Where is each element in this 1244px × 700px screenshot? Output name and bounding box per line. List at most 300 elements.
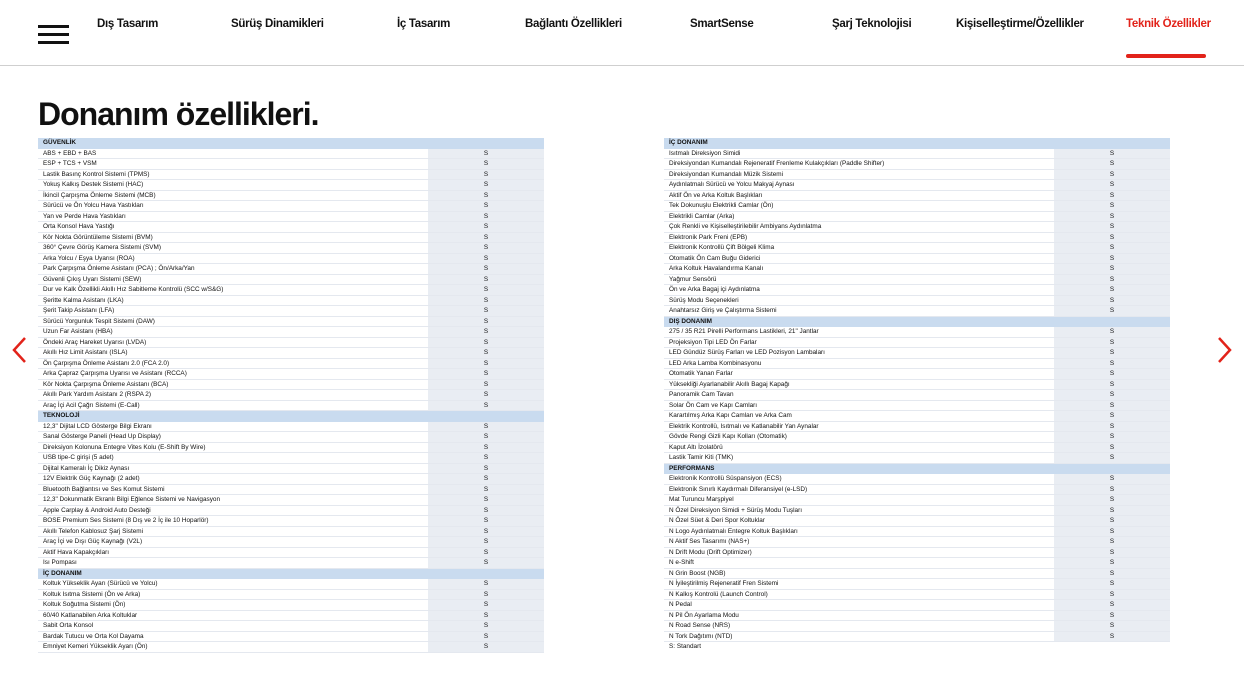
feature-label: Anahtarsız Giriş ve Çalıştırma Sistemi <box>669 307 777 314</box>
feature-label: Araç İçi Acil Çağrı Sistemi (E-Call) <box>43 401 140 409</box>
nav-item-kisisellestirme[interactable]: Kişiselleştirme/Özellikler <box>956 18 1084 30</box>
feature-value: S <box>1054 579 1170 589</box>
section-title: DIŞ DONANIM <box>669 317 712 325</box>
feature-label: Kör Nokta Görüntüleme Sistemi (BVM) <box>43 233 153 241</box>
active-tab-indicator <box>1126 54 1206 58</box>
feature-label: N Logo Aydınlatmalı Entegre Koltuk Başlıkları <box>669 527 798 535</box>
table-row <box>664 506 1170 517</box>
table-row <box>38 506 544 517</box>
feature-label: Yüksekliği Ayarlanabilir Akıllı Bagaj Kapağı <box>669 380 790 388</box>
table-row <box>38 422 544 433</box>
chevron-left-icon[interactable] <box>9 336 31 364</box>
feature-label: Dijital Kameralı İç Dikiz Aynası <box>43 464 130 472</box>
feature-value: S <box>1054 254 1170 264</box>
feature-value: S <box>428 401 544 411</box>
table-row <box>38 621 544 632</box>
feature-label: Yan ve Perde Hava Yastıkları <box>43 212 126 220</box>
feature-label: N Tork Dağıtımı (NTD) <box>669 632 733 640</box>
feature-value: S <box>1054 243 1170 253</box>
feature-value: S <box>1054 369 1170 379</box>
feature-label: Elektronik Kontrollü Çift Bölgeli Klima <box>669 244 775 251</box>
feature-value: S <box>428 527 544 537</box>
feature-label: Aydınlatmalı Sürücü ve Yolcu Makyaj Aynası <box>669 181 795 188</box>
feature-label: Kör Nokta Çarpışma Önleme Asistanı (BCA) <box>43 380 169 388</box>
table-row <box>38 611 544 622</box>
table-row <box>38 369 544 380</box>
feature-value: S <box>428 191 544 201</box>
feature-value: S <box>428 254 544 264</box>
feature-value: S <box>1054 527 1170 537</box>
feature-value: S <box>428 159 544 169</box>
feature-value: S <box>428 369 544 379</box>
feature-label: N e-Shift <box>669 559 694 566</box>
table-row <box>38 348 544 359</box>
feature-value: S <box>428 558 544 568</box>
feature-value: S <box>1054 380 1170 390</box>
table-row <box>664 621 1170 632</box>
feature-value: S <box>1054 233 1170 243</box>
feature-value: S <box>1054 411 1170 421</box>
table-row <box>664 527 1170 538</box>
table-row <box>38 527 544 538</box>
section-header <box>38 569 544 580</box>
feature-value: S <box>428 390 544 400</box>
feature-label: Sürücü ve Ön Yolcu Hava Yastıkları <box>43 202 144 209</box>
section-title: GÜVENLİK <box>43 139 77 146</box>
feature-label: Sürüş Modu Seçenekleri <box>669 296 739 304</box>
feature-value: S <box>1054 443 1170 453</box>
table-row <box>38 275 544 286</box>
table-row <box>664 359 1170 370</box>
feature-value: S <box>428 474 544 484</box>
table-row <box>664 201 1170 212</box>
feature-label: Ön Çarpışma Önleme Asistanı 2.0 (FCA 2.0) <box>43 359 170 367</box>
table-row <box>664 306 1170 317</box>
feature-value: S <box>1054 191 1170 201</box>
feature-label: LED Gündüz Sürüş Farları ve LED Pozisyon Lambaları <box>669 349 825 356</box>
feature-label: Aktif Hava Kapakçıkları <box>43 548 110 556</box>
feature-value: S <box>428 317 544 327</box>
feature-label: Park Çarpışma Önleme Asistanı (PCA) ; Ön/Arka/Yan <box>43 265 195 272</box>
table-row <box>664 579 1170 590</box>
feature-value: S <box>428 149 544 159</box>
feature-value: S <box>428 516 544 526</box>
feature-label: Aktif Ön ve Arka Koltuk Başlıkları <box>669 191 763 199</box>
feature-value: S <box>428 233 544 243</box>
feature-value: S <box>1054 306 1170 316</box>
table-row <box>38 401 544 412</box>
table-row <box>664 390 1170 401</box>
table-row <box>664 600 1170 611</box>
feature-value: S <box>428 180 544 190</box>
feature-value: S <box>428 537 544 547</box>
table-row <box>664 327 1170 338</box>
table-row <box>664 233 1170 244</box>
feature-label: Akıllı Hız Limit Asistanı (ISLA) <box>43 349 128 356</box>
section-title: İÇ DONANIM <box>43 569 82 577</box>
feature-value: S <box>428 296 544 306</box>
feature-label: Orta Konsol Hava Yastığı <box>43 223 115 230</box>
feature-value: S <box>1054 474 1170 484</box>
feature-label: Elektrik Kontrollü, Isıtmalı ve Katlanabilir Yan Aynalar <box>669 422 819 430</box>
table-row <box>38 474 544 485</box>
feature-label: Direksiyondan Kumandalı Müzik Sistemi <box>669 170 784 178</box>
feature-label: Gövde Rengi Gizli Kapı Kolları (Otomatik) <box>669 433 787 440</box>
feature-label: 275 / 35 R21 Pirelli Performans Lastikleri, 21" Jantlar <box>669 328 819 335</box>
feature-label: Yokuş Kalkış Destek Sistemi (HAC) <box>43 181 144 188</box>
feature-value: S <box>428 495 544 505</box>
feature-value: S <box>1054 222 1170 232</box>
table-row <box>664 558 1170 569</box>
feature-label: Yağmur Sensörü <box>669 275 717 283</box>
feature-label: Çok Renkli ve Kişiselleştirilebilir Ambiyans Aydınlatma <box>669 223 822 230</box>
table-row <box>664 474 1170 485</box>
feature-value: S <box>428 380 544 390</box>
feature-label: Bardak Tutucu ve Orta Kol Dayama <box>43 632 144 640</box>
feature-label: Ön ve Arka Bagaj içi Aydınlatma <box>669 286 760 293</box>
table-row <box>38 317 544 328</box>
feature-value: S <box>1054 506 1170 516</box>
feature-label: Koltuk Isıtma Sistemi (Ön ve Arka) <box>43 590 141 598</box>
feature-value: S <box>428 201 544 211</box>
spec-table-right <box>664 138 1170 653</box>
feature-value: S <box>1054 401 1170 411</box>
feature-value: S <box>428 590 544 600</box>
feature-label: Mat Turuncu Marşpiyel <box>669 496 734 503</box>
feature-value: S <box>1054 212 1170 222</box>
table-row <box>38 327 544 338</box>
feature-value: S <box>428 338 544 348</box>
table-row <box>664 170 1170 181</box>
feature-label: Direksiyon Kolonuna Entegre Vites Kolu (E-Shift By Wire) <box>43 443 206 451</box>
table-row <box>38 285 544 296</box>
table-row <box>664 275 1170 286</box>
table-row <box>38 516 544 527</box>
feature-label: USB tipe-C girişi (5 adet) <box>43 454 114 461</box>
feature-label: Tek Dokunuşlu Elektrikli Camlar (Ön) <box>669 202 774 209</box>
feature-value: S <box>428 212 544 222</box>
chevron-right-icon[interactable] <box>1213 336 1235 364</box>
table-row <box>664 369 1170 380</box>
feature-label: Emniyet Kemeri Yükseklik Ayarı (Ön) <box>43 643 148 650</box>
table-row <box>38 558 544 569</box>
feature-value: S <box>428 170 544 180</box>
feature-value: S <box>1054 495 1170 505</box>
table-row <box>664 348 1170 359</box>
table-row <box>38 495 544 506</box>
feature-label: ESP + TCS + VSM <box>43 160 97 167</box>
table-row <box>38 222 544 233</box>
feature-label: 12,3" Dokunmatik Ekranlı Bilgi Eğlence Sistemi ve Navigasyon <box>43 496 221 503</box>
feature-value: S <box>1054 348 1170 358</box>
feature-value: S <box>428 464 544 474</box>
table-row <box>38 390 544 401</box>
table-row <box>664 191 1170 202</box>
feature-value: S <box>1054 621 1170 631</box>
feature-value: S <box>1054 558 1170 568</box>
feature-label: Projeksiyon Tipi LED Ön Farlar <box>669 338 757 346</box>
table-row <box>38 464 544 475</box>
table-row <box>38 537 544 548</box>
feature-label: 360° Çevre Görüş Kamera Sistemi (SVM) <box>43 244 161 251</box>
feature-value: S <box>1054 201 1170 211</box>
table-row <box>38 485 544 496</box>
table-row <box>38 548 544 559</box>
table-row <box>664 632 1170 643</box>
feature-value: S <box>1054 275 1170 285</box>
feature-label: Akıllı Telefon Kablosuz Şarj Sistemi <box>43 527 144 535</box>
feature-value: S <box>428 348 544 358</box>
feature-value: S <box>428 306 544 316</box>
feature-value: S <box>428 579 544 589</box>
nav-item-surus-dinamikleri[interactable]: Sürüş Dinamikleri <box>231 18 324 30</box>
table-row <box>664 422 1170 433</box>
nav-item-dis-tasarim[interactable]: Dış Tasarım <box>97 18 159 30</box>
table-row <box>664 443 1170 454</box>
section-title: İÇ DONANIM <box>669 139 708 146</box>
top-navigation <box>0 0 1244 66</box>
feature-value: S <box>428 621 544 631</box>
feature-label: 12,3" Dijital LCD Gösterge Bilgi Ekranı <box>43 422 152 430</box>
feature-label: Dur ve Kalk Özellikli Akıllı Hız Sabitleme Kontrolü (SCC w/S&G) <box>43 286 224 293</box>
feature-label: Solar Ön Cam ve Kapı Camları <box>669 401 758 409</box>
feature-label: Isı Pompası <box>43 559 77 566</box>
feature-label: N Kalkış Kontrolü (Launch Control) <box>669 590 768 598</box>
feature-value: S <box>428 432 544 442</box>
feature-label: Öndeki Araç Hareket Uyarısı (LVDA) <box>43 338 147 346</box>
feature-label: Isıtmalı Direksiyon Simidi <box>669 149 741 157</box>
table-row <box>664 432 1170 443</box>
feature-value: S <box>428 443 544 453</box>
hamburger-menu-icon[interactable] <box>38 25 69 45</box>
feature-label: N Drift Modu (Drift Optimizer) <box>669 548 752 556</box>
feature-label: Koltuk Yükseklik Ayarı (Sürücü ve Yolcu) <box>43 580 158 587</box>
feature-label: N Özel Süet & Deri Spor Koltuklar <box>669 517 765 524</box>
nav-item-smartsense[interactable]: SmartSense <box>690 18 754 30</box>
feature-value: S <box>1054 611 1170 621</box>
feature-label: 12V Elektrik Güç Kaynağı (2 adet) <box>43 475 140 482</box>
feature-label: N Pedal <box>669 601 692 608</box>
table-row <box>664 590 1170 601</box>
section-title: TEKNOLOJİ <box>43 412 80 419</box>
table-row <box>664 212 1170 223</box>
section-header <box>664 464 1170 475</box>
feature-value: S <box>428 359 544 369</box>
table-row <box>38 159 544 170</box>
table-row <box>664 254 1170 265</box>
table-row <box>664 149 1170 160</box>
feature-label: Apple Carplay & Android Auto Desteği <box>43 506 151 514</box>
feature-label: Sanal Gösterge Paneli (Head Up Display) <box>43 433 161 440</box>
feature-value: S <box>1054 285 1170 295</box>
feature-value: S <box>1054 516 1170 526</box>
feature-value: S <box>428 600 544 610</box>
feature-value: S <box>1054 600 1170 610</box>
feature-label: BOSE Premium Ses Sistemi (8 Dış ve 2 İç ile 10 Hoparlör) <box>43 517 209 524</box>
feature-value: S <box>1054 485 1170 495</box>
feature-value: S <box>1054 632 1170 642</box>
table-row <box>38 264 544 275</box>
feature-label: Karartılmış Arka Kapı Camları ve Arka Cam <box>669 412 792 419</box>
feature-value: S <box>428 611 544 621</box>
feature-value: S <box>1054 149 1170 159</box>
section-header <box>664 138 1170 149</box>
feature-value: S <box>1054 453 1170 463</box>
nav-item-ic-tasarim[interactable]: İç Tasarım <box>397 18 451 30</box>
feature-value: S <box>1054 296 1170 306</box>
table-row <box>38 180 544 191</box>
table-row <box>38 170 544 181</box>
table-row <box>38 443 544 454</box>
feature-value: S <box>1054 548 1170 558</box>
feature-value: S <box>428 453 544 463</box>
feature-value: S <box>428 285 544 295</box>
feature-value: S <box>1054 432 1170 442</box>
feature-value: S <box>1054 327 1170 337</box>
table-row <box>38 590 544 601</box>
table-row <box>38 632 544 643</box>
feature-value: S <box>1054 170 1170 180</box>
feature-value: S <box>428 506 544 516</box>
feature-value: S <box>1054 159 1170 169</box>
table-row <box>38 642 544 653</box>
feature-value: S <box>1054 422 1170 432</box>
feature-value: S <box>1054 180 1170 190</box>
feature-label: N Özel Direksiyon Simidi + Sürüş Modu Tuşları <box>669 506 803 514</box>
feature-value: S <box>428 642 544 652</box>
feature-value: S <box>428 548 544 558</box>
table-row <box>664 222 1170 233</box>
feature-label: Sürücü Yorgunluk Tespit Sistemi (DAW) <box>43 317 155 325</box>
feature-value: S <box>1054 338 1170 348</box>
table-row <box>664 296 1170 307</box>
feature-value: S <box>428 632 544 642</box>
table-row <box>664 243 1170 254</box>
feature-label: Otomatik Ön Cam Buğu Giderici <box>669 254 761 262</box>
feature-label: Arka Yolcu / Eşya Uyarısı (ROA) <box>43 254 135 262</box>
page-title: Donanım özellikleri. <box>38 96 319 132</box>
feature-value: S <box>1054 390 1170 400</box>
table-row <box>664 495 1170 506</box>
feature-value: S <box>428 275 544 285</box>
table-row <box>664 537 1170 548</box>
section-header <box>664 317 1170 328</box>
table-row <box>38 306 544 317</box>
footnote: S: Standart <box>669 643 701 650</box>
table-row <box>664 285 1170 296</box>
table-row <box>38 296 544 307</box>
table-row <box>38 201 544 212</box>
nav-item-baglanti-ozellikleri[interactable]: Bağlantı Özellikleri <box>525 18 622 30</box>
nav-item-teknik-ozellikler[interactable]: Teknik Özellikler <box>1126 18 1211 30</box>
table-row <box>664 380 1170 391</box>
feature-label: LED Arka Lamba Kombinasyonu <box>669 359 762 367</box>
feature-value: S <box>428 422 544 432</box>
feature-label: Elektrikli Camlar (Arka) <box>669 212 735 220</box>
feature-label: Sabit Orta Konsol <box>43 622 94 629</box>
table-row <box>664 411 1170 422</box>
feature-label: Koltuk Soğutma Sistemi (Ön) <box>43 601 126 608</box>
feature-value: S <box>428 222 544 232</box>
table-row <box>664 569 1170 580</box>
section-header <box>38 411 544 422</box>
table-row <box>664 611 1170 622</box>
feature-label: Şeritte Kalma Asistanı (LKA) <box>43 296 124 304</box>
table-row <box>38 212 544 223</box>
feature-value: S <box>428 327 544 337</box>
feature-value: S <box>1054 537 1170 547</box>
table-row <box>664 401 1170 412</box>
nav-item-sarj-teknolojisi[interactable]: Şarj Teknolojisi <box>832 18 912 30</box>
feature-value: S <box>1054 569 1170 579</box>
feature-label: Şerit Takip Asistanı (LFA) <box>43 307 115 314</box>
feature-label: Otomatik Yanan Farlar <box>669 370 733 377</box>
feature-label: Akıllı Park Yardım Asistanı 2 (RSPA 2) <box>43 391 151 398</box>
feature-value: S <box>1054 590 1170 600</box>
section-header <box>38 138 544 149</box>
feature-label: N Aktif Ses Tasarımı (NAS+) <box>669 538 750 545</box>
feature-label: N Road Sense (NRS) <box>669 622 731 629</box>
feature-label: ABS + EBD + BAS <box>43 149 97 157</box>
table-row <box>38 453 544 464</box>
feature-label: Direksiyondan Kumandalı Rejeneratif Frenleme Kulakçıkları (Paddle Shifter) <box>669 160 885 167</box>
table-row <box>664 516 1170 527</box>
table-row <box>38 432 544 443</box>
feature-label: Arka Çapraz Çarpışma Uyarısı ve Asistanı (RCCA) <box>43 370 187 377</box>
feature-label: Elektronik Sınırlı Kaydırmalı Diferansiyel (e-LSD) <box>669 485 808 493</box>
feature-label: Bluetooth Bağlantısı ve Ses Komut Sistemi <box>43 485 165 493</box>
table-row <box>38 579 544 590</box>
feature-label: Araç İçi ve Dışı Güç Kaynağı (V2L) <box>43 538 143 545</box>
table-row <box>38 191 544 202</box>
table-row <box>38 338 544 349</box>
feature-value: S <box>428 264 544 274</box>
table-row <box>664 159 1170 170</box>
table-row <box>38 233 544 244</box>
feature-label: Uzun Far Asistanı (HBA) <box>43 328 113 335</box>
feature-label: Lastik Tamir Kiti (TMK) <box>669 454 734 461</box>
feature-value: S <box>1054 359 1170 369</box>
feature-label: İkincil Çarpışma Önleme Sistemi (MCB) <box>43 191 156 199</box>
feature-label: Güvenli Çıkış Uyarı Sistemi (SEW) <box>43 275 142 283</box>
table-row <box>38 600 544 611</box>
feature-label: 60/40 Katlanabilen Arka Koltuklar <box>43 611 138 619</box>
table-row <box>664 485 1170 496</box>
feature-label: Panoramik Cam Tavan <box>669 391 734 398</box>
table-row <box>664 180 1170 191</box>
feature-label: Lastik Basınç Kontrol Sistemi (TPMS) <box>43 170 150 178</box>
table-row <box>38 243 544 254</box>
feature-label: Arka Koltuk Havalandırma Kanalı <box>669 265 764 272</box>
feature-label: N İyileştirilmiş Rejeneratif Fren Sistemi <box>669 580 779 587</box>
section-title: PERFORMANS <box>669 464 715 472</box>
feature-label: Kaput Altı İzolatörü <box>669 443 723 451</box>
feature-label: N Grin Boost (NGB) <box>669 569 726 577</box>
table-row <box>664 548 1170 559</box>
table-row <box>38 149 544 160</box>
feature-value: S <box>1054 264 1170 274</box>
table-row <box>664 338 1170 349</box>
table-row <box>664 264 1170 275</box>
feature-label: N Pil Ön Ayarlama Modu <box>669 611 739 619</box>
table-row <box>38 359 544 370</box>
table-row <box>38 380 544 391</box>
feature-value: S <box>428 243 544 253</box>
spec-table-left <box>38 138 544 653</box>
feature-label: Elektronik Park Freni (EPB) <box>669 233 748 241</box>
table-row <box>38 254 544 265</box>
table-row <box>664 453 1170 464</box>
